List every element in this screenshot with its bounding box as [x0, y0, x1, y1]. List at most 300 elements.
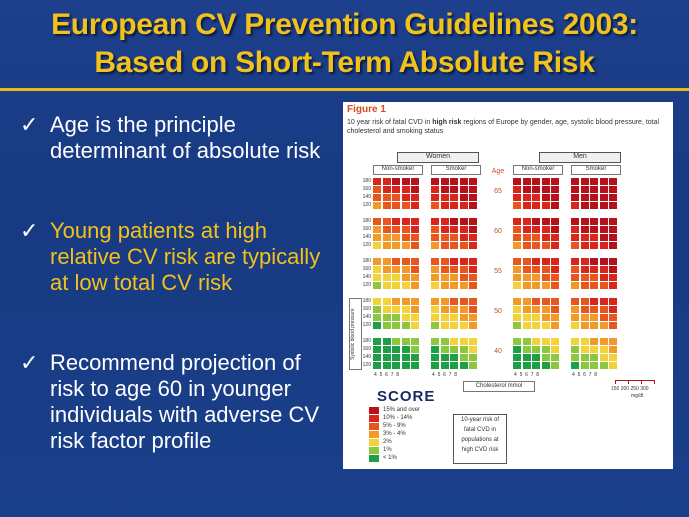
risk-cell: [609, 266, 617, 273]
risk-cell: [373, 354, 381, 361]
risk-cell: [523, 242, 531, 249]
risk-cell: [571, 202, 579, 209]
risk-cell: [431, 346, 439, 353]
risk-cell: [581, 298, 589, 305]
legend-swatch: [369, 439, 379, 446]
risk-cell: [571, 306, 579, 313]
risk-cell: [460, 354, 468, 361]
risk-cell: [513, 362, 521, 369]
risk-cell: [609, 194, 617, 201]
risk-cell: [513, 306, 521, 313]
risk-cell: [532, 354, 540, 361]
risk-cell: [590, 322, 598, 329]
risk-cell: [441, 234, 449, 241]
risk-cell: [581, 194, 589, 201]
risk-cell: [590, 362, 598, 369]
risk-cell: [551, 306, 559, 313]
risk-cell: [532, 314, 540, 321]
risk-cell: [532, 298, 540, 305]
risk-cell: [513, 242, 521, 249]
risk-cell: [513, 266, 521, 273]
risk-cell: [542, 322, 550, 329]
risk-cell: [571, 266, 579, 273]
risk-cell: [373, 194, 381, 201]
risk-cell: [571, 338, 579, 345]
risk-cell: [523, 346, 531, 353]
risk-cell: [571, 314, 579, 321]
risk-cell: [450, 258, 458, 265]
bullet-3-line-2: risk to age 60 in younger: [50, 376, 291, 401]
risk-cell: [469, 194, 477, 201]
risk-cell: [373, 234, 381, 241]
risk-cell: [571, 282, 579, 289]
risk-cell: [551, 314, 559, 321]
score-risk-chart-figure: [343, 102, 673, 469]
risk-cell: [411, 346, 419, 353]
risk-cell: [431, 226, 439, 233]
risk-cell: [551, 178, 559, 185]
risk-cell: [551, 298, 559, 305]
risk-cell: [402, 266, 410, 273]
risk-cell: [542, 346, 550, 353]
risk-cell: [460, 314, 468, 321]
title-rule: [0, 88, 689, 91]
risk-cell: [551, 218, 559, 225]
risk-cell: [460, 282, 468, 289]
risk-cell: [402, 194, 410, 201]
risk-cell: [600, 314, 608, 321]
risk-cell: [600, 338, 608, 345]
risk-cell: [551, 346, 559, 353]
risk-cell: [373, 258, 381, 265]
risk-cell: [600, 226, 608, 233]
risk-cell: [450, 186, 458, 193]
risk-cell: [411, 282, 419, 289]
risk-cell: [450, 266, 458, 273]
risk-cell: [431, 194, 439, 201]
risk-cell: [383, 266, 391, 273]
risk-cell: [590, 218, 598, 225]
risk-cell: [469, 306, 477, 313]
risk-cell: [551, 362, 559, 369]
risk-cell: [469, 346, 477, 353]
risk-cell: [383, 234, 391, 241]
risk-cell: [460, 202, 468, 209]
risk-cell: [513, 226, 521, 233]
risk-cell: [542, 234, 550, 241]
risk-cell: [383, 282, 391, 289]
risk-cell: [460, 234, 468, 241]
x-tick-men-ns: 4 5 6 7 8: [514, 372, 540, 378]
risk-cell: [469, 354, 477, 361]
risk-cell: [411, 266, 419, 273]
risk-cell: [392, 298, 400, 305]
risk-cell: [392, 242, 400, 249]
risk-cell: [373, 186, 381, 193]
risk-cell: [450, 298, 458, 305]
risk-cell: [450, 314, 458, 321]
risk-cell: [609, 234, 617, 241]
risk-cell: [383, 178, 391, 185]
risk-cell: [609, 242, 617, 249]
men-header: Men: [539, 152, 621, 163]
risk-cell: [450, 218, 458, 225]
risk-cell: [523, 322, 531, 329]
risk-cell: [373, 274, 381, 281]
risk-cell: [609, 338, 617, 345]
risk-cell: [532, 306, 540, 313]
risk-cell: [431, 218, 439, 225]
risk-cell: [581, 346, 589, 353]
risk-cell: [551, 282, 559, 289]
risk-cell: [600, 234, 608, 241]
risk-cell: [609, 178, 617, 185]
risk-cell: [590, 282, 598, 289]
risk-cell: [551, 354, 559, 361]
bp-label: 140: [362, 314, 371, 320]
risk-cell: [441, 226, 449, 233]
risk-cell: [383, 338, 391, 345]
risk-cell: [532, 234, 540, 241]
risk-cell: [392, 258, 400, 265]
bp-label: 120: [362, 282, 371, 288]
bullet-2-line-1: Young patients at high: [50, 218, 267, 243]
risk-cell: [411, 242, 419, 249]
risk-cell: [513, 194, 521, 201]
risk-cell: [513, 202, 521, 209]
risk-cell: [431, 354, 439, 361]
risk-cell: [392, 202, 400, 209]
bullet-3-line-4: risk factor profile: [50, 428, 212, 453]
bullet-2-line-2: relative CV risk are typically: [50, 244, 321, 269]
risk-cell: [383, 218, 391, 225]
risk-cell: [450, 322, 458, 329]
bp-label: 120: [362, 322, 371, 328]
risk-cell: [383, 186, 391, 193]
risk-cell: [513, 178, 521, 185]
figure-caption: 10 year risk of fatal CVD in high risk regions of Europe by gender, age, systolic blood pressure, total cholesterol and smoking status: [347, 119, 660, 135]
risk-cell: [523, 274, 531, 281]
risk-cell: [441, 186, 449, 193]
risk-cell: [469, 226, 477, 233]
risk-cell: [392, 194, 400, 201]
risk-cell: [441, 242, 449, 249]
bullet-2-line-3: at low total CV risk: [50, 270, 233, 295]
risk-cell: [383, 298, 391, 305]
legend-swatch: [369, 455, 379, 462]
age-label: 65: [494, 188, 502, 195]
risk-cell: [609, 346, 617, 353]
risk-cell: [411, 226, 419, 233]
risk-cell: [402, 202, 410, 209]
risk-cell: [460, 178, 468, 185]
risk-cell: [411, 306, 419, 313]
title-line-1: European CV Prevention Guidelines 2003:: [51, 8, 638, 41]
risk-cell: [532, 266, 540, 273]
risk-cell: [373, 218, 381, 225]
risk-cell: [469, 314, 477, 321]
risk-cell: [469, 338, 477, 345]
risk-cell: [411, 274, 419, 281]
score-logo: SCORE: [377, 388, 436, 405]
risk-cell: [551, 322, 559, 329]
risk-cell: [523, 282, 531, 289]
risk-cell: [581, 218, 589, 225]
x-tick-women-ns: 4 5 6 7 8: [374, 372, 400, 378]
risk-cell: [392, 282, 400, 289]
risk-cell: [402, 242, 410, 249]
risk-cell: [441, 346, 449, 353]
risk-cell: [460, 274, 468, 281]
risk-cell: [460, 298, 468, 305]
check-icon: ✓: [20, 218, 39, 243]
risk-cell: [402, 186, 410, 193]
risk-cell: [513, 338, 521, 345]
risk-cell: [590, 274, 598, 281]
risk-cell: [450, 282, 458, 289]
risk-cell: [532, 218, 540, 225]
risk-cell: [392, 266, 400, 273]
risk-cell: [469, 274, 477, 281]
risk-cell: [523, 218, 531, 225]
risk-cell: [523, 202, 531, 209]
risk-cell: [542, 314, 550, 321]
risk-cell: [551, 258, 559, 265]
risk-cell: [600, 306, 608, 313]
risk-cell: [542, 226, 550, 233]
risk-cell: [551, 266, 559, 273]
risk-cell: [523, 362, 531, 369]
risk-cell: [411, 194, 419, 201]
risk-cell: [431, 202, 439, 209]
risk-cell: [392, 346, 400, 353]
risk-cell: [542, 338, 550, 345]
risk-cell: [460, 186, 468, 193]
risk-cell: [392, 234, 400, 241]
risk-cell: [441, 194, 449, 201]
bullet-1-line-1: Age is the principle: [50, 112, 236, 137]
legend-swatch: [369, 407, 379, 414]
risk-cell: [523, 186, 531, 193]
bp-label: 160: [362, 186, 371, 192]
risk-cell: [469, 242, 477, 249]
bp-label: 160: [362, 306, 371, 312]
bp-label: 160: [362, 226, 371, 232]
risk-cell: [383, 194, 391, 201]
risk-cell: [571, 234, 579, 241]
legend-item: 1%: [369, 446, 445, 454]
risk-cell: [513, 274, 521, 281]
risk-cell: [469, 258, 477, 265]
risk-legend: [369, 406, 445, 462]
risk-cell: [441, 354, 449, 361]
risk-cell: [600, 362, 608, 369]
risk-cell: [571, 274, 579, 281]
risk-cell: [402, 314, 410, 321]
risk-cell: [542, 282, 550, 289]
risk-cell: [532, 282, 540, 289]
risk-cell: [542, 306, 550, 313]
bp-label: 180: [362, 338, 371, 344]
title-line-2: Based on Short-Term Absolute Risk: [94, 46, 595, 79]
risk-cell: [383, 314, 391, 321]
risk-cell: [542, 354, 550, 361]
risk-cell: [431, 282, 439, 289]
risk-cell: [469, 282, 477, 289]
check-icon: ✓: [20, 350, 39, 375]
risk-cell: [571, 298, 579, 305]
risk-cell: [411, 234, 419, 241]
risk-cell: [402, 354, 410, 361]
risk-cell: [551, 274, 559, 281]
legend-item: 2%: [369, 438, 445, 446]
risk-cell: [600, 178, 608, 185]
risk-cell: [411, 178, 419, 185]
risk-cell: [402, 274, 410, 281]
risk-cell: [581, 322, 589, 329]
risk-cell: [392, 306, 400, 313]
risk-cell: [431, 322, 439, 329]
risk-cell: [411, 186, 419, 193]
risk-cell: [460, 266, 468, 273]
risk-cell: [600, 298, 608, 305]
risk-cell: [383, 242, 391, 249]
risk-cell: [513, 186, 521, 193]
risk-cell: [609, 362, 617, 369]
risk-cell: [441, 258, 449, 265]
legend-item: 3% - 4%: [369, 430, 445, 438]
risk-cell: [383, 226, 391, 233]
risk-cell: [590, 258, 598, 265]
risk-cell: [523, 306, 531, 313]
risk-cell: [450, 362, 458, 369]
risk-cell: [469, 202, 477, 209]
legend-swatch: [369, 447, 379, 454]
risk-cell: [571, 178, 579, 185]
risk-cell: [542, 274, 550, 281]
bp-label: 180: [362, 178, 371, 184]
risk-cell: [450, 338, 458, 345]
risk-cell: [513, 354, 521, 361]
risk-cell: [411, 298, 419, 305]
risk-cell: [450, 306, 458, 313]
risk-cell: [441, 338, 449, 345]
risk-cell: [402, 218, 410, 225]
risk-cell: [411, 322, 419, 329]
risk-cell: [609, 258, 617, 265]
risk-cell: [551, 338, 559, 345]
risk-cell: [402, 306, 410, 313]
bp-label: 140: [362, 354, 371, 360]
risk-cell: [590, 298, 598, 305]
risk-cell: [431, 178, 439, 185]
risk-cell: [523, 194, 531, 201]
risk-cell: [450, 346, 458, 353]
risk-cell: [392, 322, 400, 329]
risk-cell: [590, 178, 598, 185]
risk-cell: [600, 194, 608, 201]
risk-cell: [431, 298, 439, 305]
risk-cell: [600, 274, 608, 281]
risk-cell: [431, 266, 439, 273]
risk-cell: [600, 186, 608, 193]
risk-cell: [571, 346, 579, 353]
risk-cell: [513, 258, 521, 265]
men-non-smoker-header: Non-smoker: [513, 165, 563, 175]
risk-cell: [542, 362, 550, 369]
risk-cell: [383, 202, 391, 209]
women-smoker-header: Smoker: [431, 165, 481, 175]
risk-cell: [600, 322, 608, 329]
risk-cell: [383, 346, 391, 353]
risk-cell: [431, 338, 439, 345]
risk-cell: [571, 322, 579, 329]
risk-cell: [441, 266, 449, 273]
risk-cell: [590, 226, 598, 233]
risk-cell: [600, 354, 608, 361]
bullet-3-line-3: individuals with adverse CV: [50, 402, 320, 427]
risk-cell: [460, 194, 468, 201]
risk-cell: [551, 226, 559, 233]
x-tick-men-s: 4 5 6 7 8: [572, 372, 598, 378]
risk-cell: [373, 282, 381, 289]
age-label: 40: [494, 348, 502, 355]
risk-cell: [523, 266, 531, 273]
risk-cell: [571, 194, 579, 201]
risk-cell: [571, 362, 579, 369]
risk-cell: [392, 186, 400, 193]
risk-cell: [392, 314, 400, 321]
risk-cell: [523, 338, 531, 345]
risk-cell: [590, 234, 598, 241]
risk-cell: [581, 234, 589, 241]
risk-cell: [571, 258, 579, 265]
legend-item: 10% - 14%: [369, 414, 445, 422]
risk-cell: [600, 218, 608, 225]
risk-cell: [542, 298, 550, 305]
risk-cell: [431, 306, 439, 313]
men-smoker-header: Smoker: [571, 165, 621, 175]
risk-cell: [523, 234, 531, 241]
risk-cell: [609, 298, 617, 305]
risk-cell: [523, 354, 531, 361]
risk-cell: [373, 322, 381, 329]
risk-cell: [460, 242, 468, 249]
risk-cell: [460, 322, 468, 329]
risk-cell: [590, 186, 598, 193]
risk-cell: [441, 306, 449, 313]
risk-cell: [532, 346, 540, 353]
bp-label: 140: [362, 234, 371, 240]
risk-cell: [581, 282, 589, 289]
age-column-label: Age: [491, 168, 505, 175]
risk-cell: [542, 266, 550, 273]
risk-cell: [571, 186, 579, 193]
bp-label: 120: [362, 242, 371, 248]
risk-cell: [450, 194, 458, 201]
risk-cell: [532, 194, 540, 201]
risk-cell: [441, 282, 449, 289]
risk-cell: [402, 362, 410, 369]
risk-cell: [609, 218, 617, 225]
risk-cell: [581, 186, 589, 193]
risk-cell: [392, 362, 400, 369]
risk-cell: [441, 322, 449, 329]
risk-cell: [402, 346, 410, 353]
risk-cell: [590, 266, 598, 273]
risk-cell: [532, 258, 540, 265]
risk-cell: [431, 186, 439, 193]
